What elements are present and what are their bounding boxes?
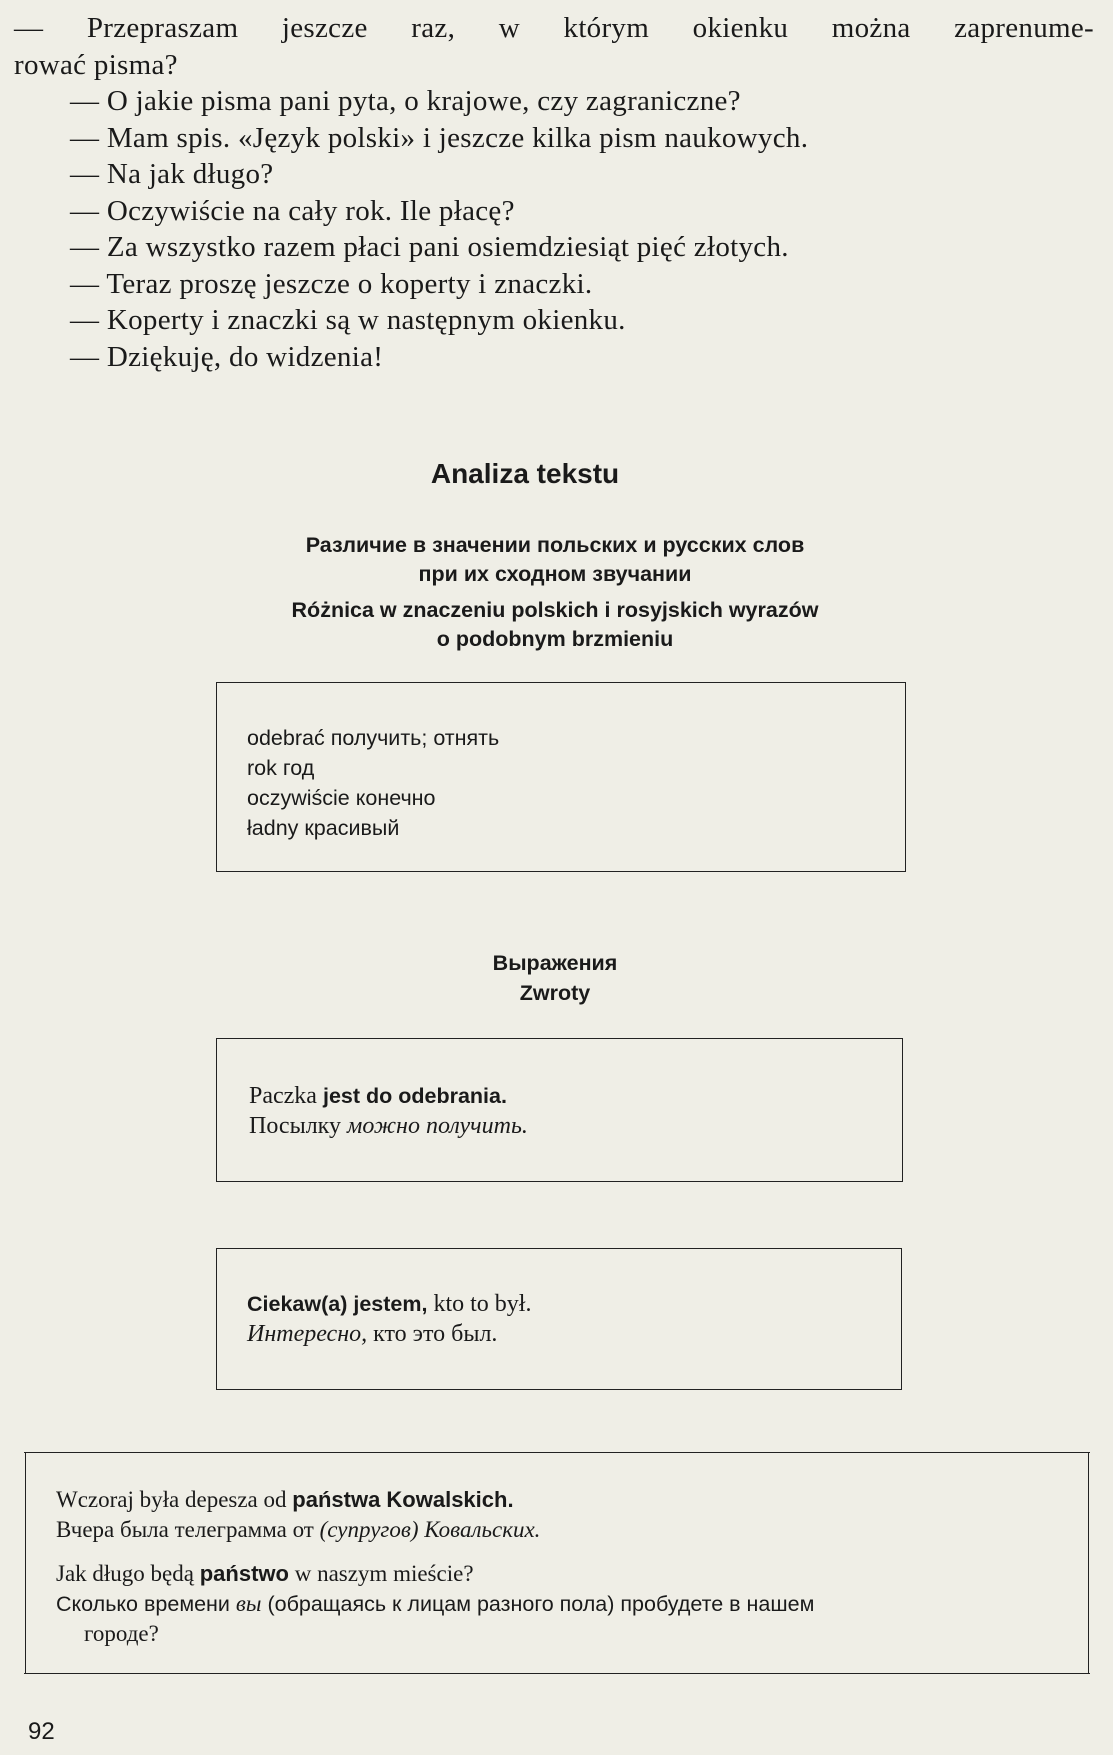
dialogue-line: — Oczywiście na cały rok. Ile płacę? <box>70 194 515 227</box>
grammar-text: Wczoraj była depesza od <box>56 1487 293 1512</box>
dialogue-line: — Na jak długo? <box>70 158 274 190</box>
grammar-line <box>56 1485 814 1515</box>
word-polish: ładny <box>247 816 299 840</box>
word-russian: год <box>282 756 315 780</box>
grammar-line <box>56 1559 814 1589</box>
subtitle-line: o podobnym brzmieniu <box>436 627 674 651</box>
word-polish: rok <box>247 756 277 780</box>
subtitle-line: Различие в значении польских и русских слов <box>305 533 805 557</box>
word-russian: красивый <box>304 816 400 840</box>
page-number: 92 <box>28 1718 55 1745</box>
word-russian: конечно <box>355 786 436 810</box>
dialogue-line: — O jakie pisma pani pyta, o krajowe, czy zagraniczne? <box>70 85 741 117</box>
expression-russian <box>249 1111 528 1141</box>
expression-bold: jest do odebrania. <box>322 1084 507 1108</box>
section-title: Analiza tekstu <box>430 458 620 489</box>
dialogue-line: — Za wszystko razem płaci pani osiemdziesiąt pięć złotych. <box>70 231 789 263</box>
dialogue-line: rować pisma? <box>14 48 178 81</box>
word-pair <box>247 813 499 843</box>
subtitle-line: при их сходном звучании <box>418 562 692 586</box>
subtitle-russian <box>200 531 910 589</box>
grammar-text: (обращаясь к лицам разного пола) пробудете в нашем <box>261 1592 815 1616</box>
expressions-heading <box>200 948 910 1008</box>
expression-russian <box>247 1319 531 1349</box>
expression-polish <box>249 1081 528 1111</box>
dialogue-line: — Koperty i znaczki są w następnym okienku. <box>70 304 626 336</box>
word-pair <box>247 753 499 783</box>
dialogue-line: — Dziękuję, do widzenia! <box>70 340 384 373</box>
dialogue-line: — Teraz proszę jeszcze o koperty i znaczki. <box>70 267 593 300</box>
dialogue-line: — Przepraszam jeszcze raz, w którym okienku można zaprenume- <box>14 12 1094 44</box>
word-russian: получить; отнять <box>330 726 500 750</box>
grammar-italic: (супругов) Ковальских. <box>319 1517 541 1542</box>
grammar-line: городе? <box>84 1621 159 1646</box>
grammar-note-box <box>24 1452 1090 1674</box>
grammar-line <box>56 1589 814 1619</box>
expression-box-1 <box>216 1038 903 1182</box>
subtitle-line: Różnica w znaczeniu polskich i rosyjskich wyrazów <box>291 598 819 622</box>
grammar-bold: państwa Kowalskich. <box>292 1487 514 1512</box>
grammar-italic: вы <box>235 1591 262 1616</box>
expressions-title-russian: Выражения <box>492 951 618 975</box>
expression-box-2 <box>216 1248 902 1390</box>
grammar-text: w naszym mieście? <box>288 1561 474 1586</box>
expression-polish <box>247 1289 531 1319</box>
expression-text: Paczka <box>249 1083 323 1109</box>
dialogue <box>14 10 1094 375</box>
word-polish: odebrać <box>247 726 325 750</box>
grammar-bold: państwo <box>199 1561 289 1586</box>
grammar-text: Jak długo będą <box>56 1561 200 1586</box>
dialogue-line: — Mam spis. «Język polski» i jeszcze kilka pism naukowych. <box>70 121 809 154</box>
expression-text: kto to był. <box>427 1291 532 1317</box>
word-pair <box>247 783 499 813</box>
expression-italic: можно получить. <box>347 1113 528 1139</box>
word-comparison-box <box>216 682 906 872</box>
expression-italic: Интересно, <box>247 1321 368 1347</box>
expression-bold: Ciekaw(a) jestem, <box>247 1292 428 1316</box>
grammar-text: Вчера была телеграмма от <box>56 1517 320 1542</box>
grammar-text: Сколько времени <box>56 1592 236 1616</box>
word-pair <box>247 723 499 753</box>
expression-text: кто это был. <box>367 1321 498 1347</box>
expressions-title-polish: Zwroty <box>519 981 591 1005</box>
expression-text: Посылку <box>249 1113 348 1139</box>
grammar-note-frame <box>25 1453 1089 1673</box>
grammar-line <box>56 1515 814 1545</box>
word-polish: oczywiście <box>247 786 350 810</box>
subtitle-polish <box>200 596 910 654</box>
